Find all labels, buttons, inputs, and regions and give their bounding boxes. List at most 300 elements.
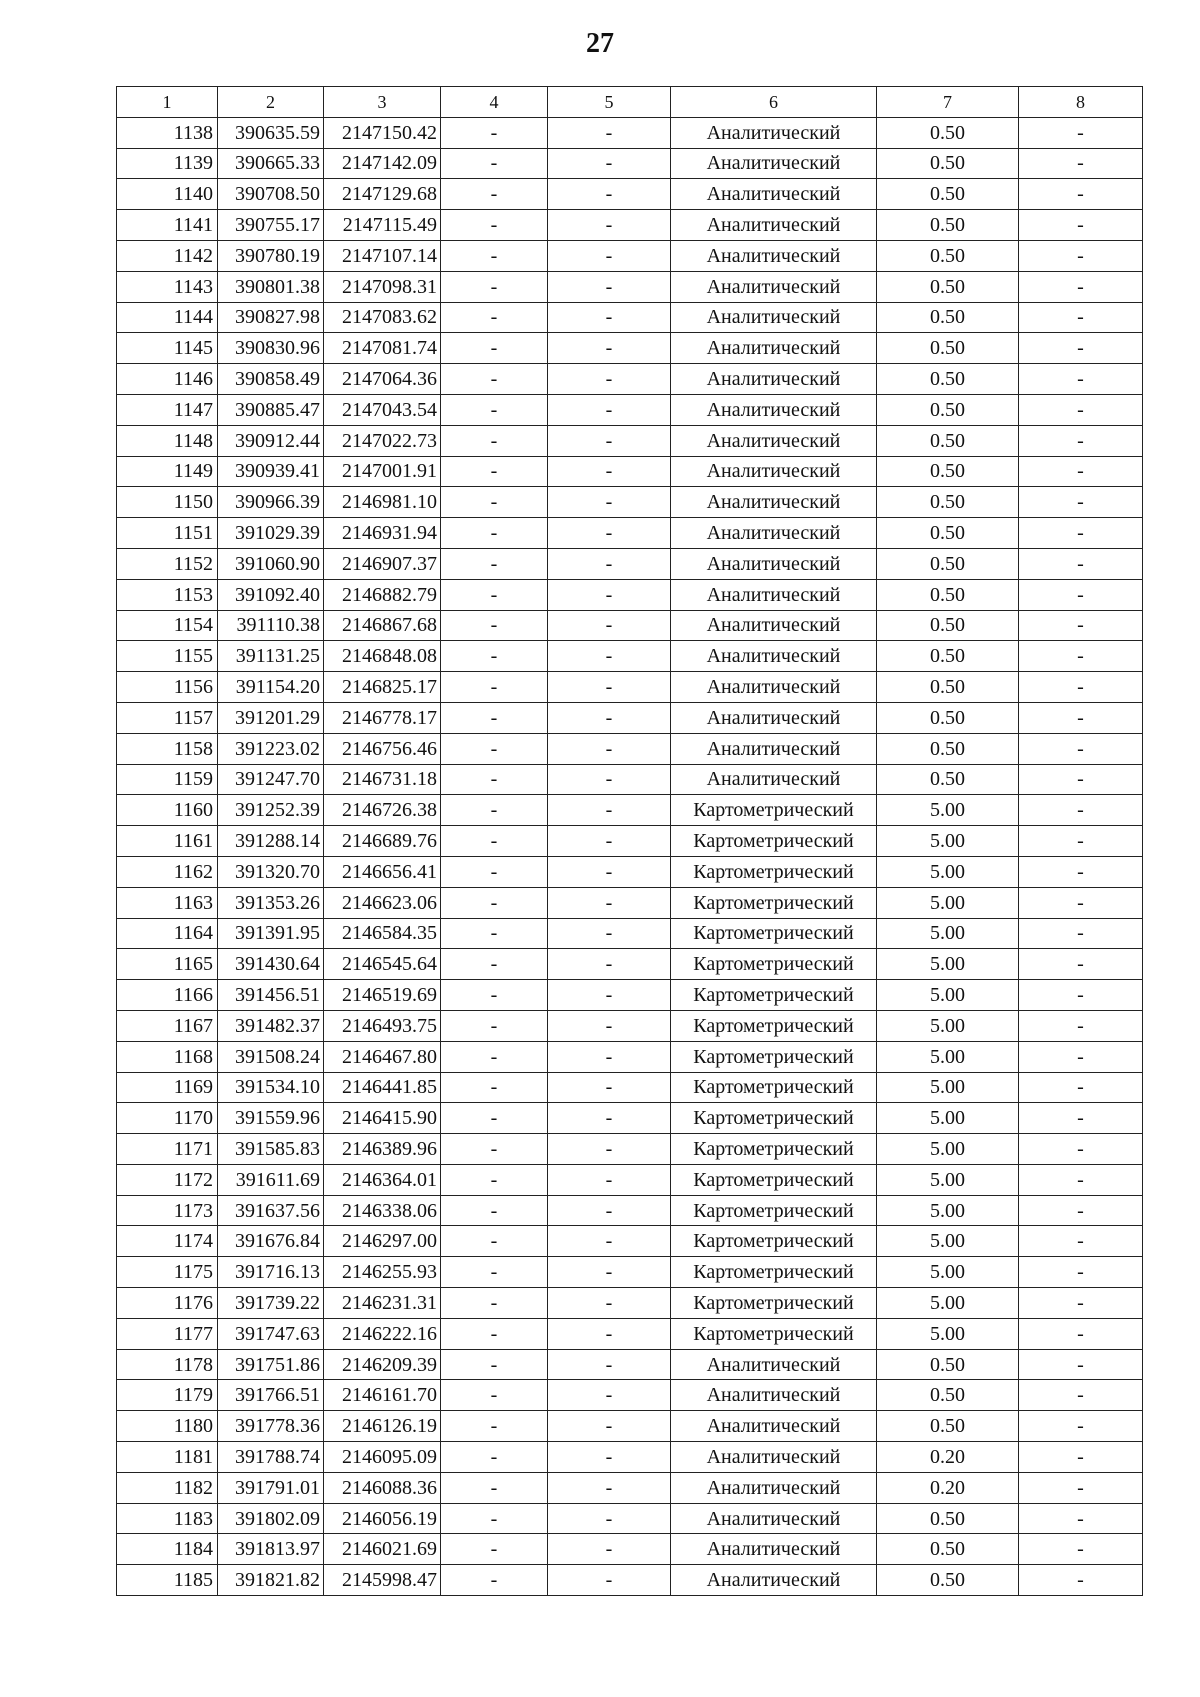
table-cell: Аналитический [671, 179, 877, 210]
table-cell: - [1019, 1041, 1143, 1072]
table-cell: 391813.97 [218, 1534, 324, 1565]
table-cell: 2147129.68 [324, 179, 441, 210]
table-row [117, 148, 1143, 179]
table-cell: Аналитический [671, 733, 877, 764]
table-cell: - [441, 795, 548, 826]
table-cell: Картометрический [671, 1010, 877, 1041]
table-cell: 2146095.09 [324, 1442, 441, 1473]
table-cell: - [1019, 1134, 1143, 1165]
table-cell: - [548, 1318, 671, 1349]
table-cell: - [548, 1288, 671, 1319]
table-cell: - [548, 271, 671, 302]
table-cell: 391060.90 [218, 548, 324, 579]
table-cell: - [441, 610, 548, 641]
table-cell: 0.20 [877, 1442, 1019, 1473]
table-cell: 2147150.42 [324, 117, 441, 148]
table-row [117, 1442, 1143, 1473]
table-cell: - [441, 1472, 548, 1503]
table-cell: 0.50 [877, 1534, 1019, 1565]
table-cell: - [1019, 1534, 1143, 1565]
table-cell: 0.50 [877, 487, 1019, 518]
table-cell: 2147064.36 [324, 364, 441, 395]
table-cell: 0.50 [877, 364, 1019, 395]
table-cell: 391766.51 [218, 1380, 324, 1411]
table-cell: - [441, 856, 548, 887]
table-cell: - [1019, 487, 1143, 518]
table-cell: - [441, 518, 548, 549]
table-row [117, 672, 1143, 703]
table-cell: 1175 [117, 1257, 218, 1288]
table-cell: - [441, 394, 548, 425]
table-cell: - [1019, 764, 1143, 795]
table-row [117, 1565, 1143, 1596]
table-cell: 1165 [117, 949, 218, 980]
table-cell: - [548, 456, 671, 487]
table-cell: 391288.14 [218, 826, 324, 857]
table-cell: 1159 [117, 764, 218, 795]
table-cell: 0.50 [877, 1565, 1019, 1596]
table-row [117, 764, 1143, 795]
table-cell: 1166 [117, 980, 218, 1011]
table-cell: Аналитический [671, 117, 877, 148]
table-cell: Картометрический [671, 856, 877, 887]
table-row [117, 394, 1143, 425]
table-cell: Аналитический [671, 302, 877, 333]
table-cell: Аналитический [671, 702, 877, 733]
table-cell: - [441, 1072, 548, 1103]
column-header: 8 [1019, 87, 1143, 118]
table-cell: - [441, 980, 548, 1011]
table-row [117, 702, 1143, 733]
table-cell: 391320.70 [218, 856, 324, 887]
table-cell: - [1019, 548, 1143, 579]
table-cell: 1179 [117, 1380, 218, 1411]
table-cell: - [1019, 610, 1143, 641]
table-cell: - [1019, 148, 1143, 179]
table-cell: 5.00 [877, 918, 1019, 949]
table-cell: - [441, 672, 548, 703]
table-cell: 391092.40 [218, 579, 324, 610]
table-cell: Аналитический [671, 1503, 877, 1534]
table-cell: - [548, 826, 671, 857]
table-row [117, 548, 1143, 579]
table-cell: - [1019, 980, 1143, 1011]
table-cell: 2147098.31 [324, 271, 441, 302]
table-cell: 1185 [117, 1565, 218, 1596]
table-cell: - [1019, 641, 1143, 672]
table-cell: 1167 [117, 1010, 218, 1041]
table-cell: 2146126.19 [324, 1411, 441, 1442]
table-cell: - [441, 210, 548, 241]
table-cell: 2146981.10 [324, 487, 441, 518]
table-cell: - [441, 702, 548, 733]
table-cell: 2147107.14 [324, 240, 441, 271]
table-cell: 1147 [117, 394, 218, 425]
table-cell: Картометрический [671, 918, 877, 949]
table-cell: 1156 [117, 672, 218, 703]
table-cell: - [441, 1288, 548, 1319]
table-cell: 2145998.47 [324, 1565, 441, 1596]
table-cell: - [548, 702, 671, 733]
table-cell: 390885.47 [218, 394, 324, 425]
table-cell: 390830.96 [218, 333, 324, 364]
table-cell: 1149 [117, 456, 218, 487]
table-cell: Аналитический [671, 1565, 877, 1596]
table-cell: - [548, 764, 671, 795]
table-row [117, 1072, 1143, 1103]
table-cell: 1171 [117, 1134, 218, 1165]
table-cell: 391534.10 [218, 1072, 324, 1103]
table-cell: Аналитический [671, 425, 877, 456]
table-cell: 1184 [117, 1534, 218, 1565]
table-cell: - [548, 1565, 671, 1596]
table-cell: - [1019, 733, 1143, 764]
table-cell: 1157 [117, 702, 218, 733]
table-row [117, 364, 1143, 395]
table-cell: 391821.82 [218, 1565, 324, 1596]
table-cell: - [441, 271, 548, 302]
table-cell: 5.00 [877, 980, 1019, 1011]
table-cell: - [548, 1257, 671, 1288]
table-cell: 1152 [117, 548, 218, 579]
table-cell: - [1019, 1318, 1143, 1349]
table-cell: 1146 [117, 364, 218, 395]
table-cell: Картометрический [671, 1195, 877, 1226]
table-cell: - [1019, 518, 1143, 549]
table-cell: 2147022.73 [324, 425, 441, 456]
table-cell: 391391.95 [218, 918, 324, 949]
table-cell: 0.50 [877, 117, 1019, 148]
table-cell: 2146731.18 [324, 764, 441, 795]
table-cell: - [548, 980, 671, 1011]
table-cell: - [548, 179, 671, 210]
table-cell: 1142 [117, 240, 218, 271]
table-cell: - [1019, 672, 1143, 703]
table-cell: Аналитический [671, 364, 877, 395]
table-cell: Аналитический [671, 456, 877, 487]
table-cell: - [548, 148, 671, 179]
table-cell: - [441, 333, 548, 364]
table-row [117, 887, 1143, 918]
table-cell: 5.00 [877, 1103, 1019, 1134]
table-cell: - [1019, 333, 1143, 364]
table-cell: - [441, 579, 548, 610]
table-cell: - [548, 548, 671, 579]
table-cell: 1141 [117, 210, 218, 241]
table-row [117, 1534, 1143, 1565]
table-cell: - [548, 1472, 671, 1503]
table-cell: 391201.29 [218, 702, 324, 733]
table-cell: - [1019, 179, 1143, 210]
table-cell: - [441, 1380, 548, 1411]
table-cell: 390827.98 [218, 302, 324, 333]
table-cell: 391154.20 [218, 672, 324, 703]
table-cell: - [548, 1164, 671, 1195]
table-cell: 1169 [117, 1072, 218, 1103]
table-cell: 1164 [117, 918, 218, 949]
table-cell: 2147043.54 [324, 394, 441, 425]
table-cell: - [1019, 1411, 1143, 1442]
table-cell: - [441, 949, 548, 980]
table-cell: 1143 [117, 271, 218, 302]
table-cell: Аналитический [671, 1534, 877, 1565]
table-cell: - [548, 210, 671, 241]
table-cell: 0.50 [877, 1411, 1019, 1442]
table-cell: Аналитический [671, 1442, 877, 1473]
table-cell: Аналитический [671, 394, 877, 425]
table-cell: 2146021.69 [324, 1534, 441, 1565]
table-cell: 0.50 [877, 240, 1019, 271]
table-cell: 391788.74 [218, 1442, 324, 1473]
table-cell: Аналитический [671, 487, 877, 518]
table-cell: 1183 [117, 1503, 218, 1534]
table-cell: Картометрический [671, 1072, 877, 1103]
table-cell: - [548, 733, 671, 764]
table-row [117, 302, 1143, 333]
table-cell: 2146231.31 [324, 1288, 441, 1319]
table-cell: - [441, 1503, 548, 1534]
table-cell: 391508.24 [218, 1041, 324, 1072]
table-row [117, 271, 1143, 302]
table-cell: 1153 [117, 579, 218, 610]
table-cell: 2146209.39 [324, 1349, 441, 1380]
table-cell: - [1019, 1164, 1143, 1195]
table-cell: 2146389.96 [324, 1134, 441, 1165]
table-cell: Аналитический [671, 1472, 877, 1503]
table-cell: 5.00 [877, 1072, 1019, 1103]
table-cell: - [1019, 579, 1143, 610]
table-cell: 0.50 [877, 672, 1019, 703]
table-cell: - [548, 918, 671, 949]
table-cell: - [1019, 1288, 1143, 1319]
table-cell: - [548, 641, 671, 672]
table-row [117, 179, 1143, 210]
table-cell: 390665.33 [218, 148, 324, 179]
table-cell: 1177 [117, 1318, 218, 1349]
table-cell: - [1019, 240, 1143, 271]
table-cell: 390635.59 [218, 117, 324, 148]
table-row [117, 1010, 1143, 1041]
column-header: 1 [117, 87, 218, 118]
table-cell: 0.50 [877, 610, 1019, 641]
table-cell: - [1019, 1072, 1143, 1103]
table-cell: - [1019, 1010, 1143, 1041]
table-cell: 1151 [117, 518, 218, 549]
table-cell: 390708.50 [218, 179, 324, 210]
table-row [117, 333, 1143, 364]
table-cell: 0.50 [877, 518, 1019, 549]
column-header: 5 [548, 87, 671, 118]
table-row [117, 1195, 1143, 1226]
table-row [117, 1103, 1143, 1134]
table-row [117, 733, 1143, 764]
table-cell: Аналитический [671, 210, 877, 241]
table-row [117, 980, 1143, 1011]
table-cell: 2146338.06 [324, 1195, 441, 1226]
table-cell: 1173 [117, 1195, 218, 1226]
table-cell: - [548, 856, 671, 887]
table-cell: Аналитический [671, 641, 877, 672]
table-cell: - [1019, 1565, 1143, 1596]
table-cell: 391131.25 [218, 641, 324, 672]
table-cell: 2146867.68 [324, 610, 441, 641]
table-cell: 2146441.85 [324, 1072, 441, 1103]
table-cell: Картометрический [671, 1318, 877, 1349]
table-cell: 1168 [117, 1041, 218, 1072]
table-cell: 1154 [117, 610, 218, 641]
table-cell: 0.50 [877, 210, 1019, 241]
table-cell: Картометрический [671, 1134, 877, 1165]
table-cell: Картометрический [671, 795, 877, 826]
table-cell: 5.00 [877, 887, 1019, 918]
table-row [117, 1318, 1143, 1349]
table-cell: - [441, 1565, 548, 1596]
table-cell: - [441, 641, 548, 672]
table-cell: - [548, 302, 671, 333]
table-cell: 1162 [117, 856, 218, 887]
table-cell: 1140 [117, 179, 218, 210]
table-cell: 391482.37 [218, 1010, 324, 1041]
table-cell: 1139 [117, 148, 218, 179]
table-cell: - [441, 179, 548, 210]
table-cell: 0.20 [877, 1472, 1019, 1503]
table-cell: 2147001.91 [324, 456, 441, 487]
table-cell: Аналитический [671, 1380, 877, 1411]
table-cell: - [441, 764, 548, 795]
table-cell: Аналитический [671, 548, 877, 579]
table-cell: 391637.56 [218, 1195, 324, 1226]
table-cell: Картометрический [671, 887, 877, 918]
table-cell: 2146222.16 [324, 1318, 441, 1349]
table-cell: Аналитический [671, 610, 877, 641]
table-cell: - [548, 672, 671, 703]
table-cell: 2146088.36 [324, 1472, 441, 1503]
table-cell: 391247.70 [218, 764, 324, 795]
table-row [117, 210, 1143, 241]
table-cell: - [441, 117, 548, 148]
column-header: 2 [218, 87, 324, 118]
table-cell: 0.50 [877, 271, 1019, 302]
table-cell: 2146161.70 [324, 1380, 441, 1411]
table-cell: Аналитический [671, 672, 877, 703]
table-row [117, 487, 1143, 518]
table-cell: 391585.83 [218, 1134, 324, 1165]
table-cell: 2146931.94 [324, 518, 441, 549]
table-cell: - [441, 1010, 548, 1041]
table-cell: 5.00 [877, 949, 1019, 980]
table-cell: 390966.39 [218, 487, 324, 518]
table-cell: - [1019, 702, 1143, 733]
table-cell: 2146056.19 [324, 1503, 441, 1534]
table-cell: 0.50 [877, 333, 1019, 364]
table-cell: 0.50 [877, 1380, 1019, 1411]
table-cell: Аналитический [671, 240, 877, 271]
table-row [117, 918, 1143, 949]
table-cell: - [441, 487, 548, 518]
table-cell: 5.00 [877, 1041, 1019, 1072]
table-row [117, 1349, 1143, 1380]
table-cell: 391252.39 [218, 795, 324, 826]
table-cell: - [548, 1349, 671, 1380]
table-cell: 0.50 [877, 702, 1019, 733]
table-cell: - [441, 1534, 548, 1565]
table-cell: 1150 [117, 487, 218, 518]
column-header: 4 [441, 87, 548, 118]
table-cell: - [1019, 1257, 1143, 1288]
table-cell: - [441, 826, 548, 857]
table-cell: - [1019, 949, 1143, 980]
table-cell: - [1019, 271, 1143, 302]
table-cell: - [548, 1134, 671, 1165]
table-cell: 1161 [117, 826, 218, 857]
table-cell: 2146493.75 [324, 1010, 441, 1041]
table-cell: 0.50 [877, 1503, 1019, 1534]
table-cell: - [548, 1411, 671, 1442]
table-cell: 2146689.76 [324, 826, 441, 857]
table-cell: 0.50 [877, 641, 1019, 672]
table-row [117, 518, 1143, 549]
table-cell: 391778.36 [218, 1411, 324, 1442]
table-cell: 2146519.69 [324, 980, 441, 1011]
table-cell: - [1019, 1349, 1143, 1380]
table-cell: Картометрический [671, 980, 877, 1011]
table-row [117, 579, 1143, 610]
table-cell: 0.50 [877, 148, 1019, 179]
table-cell: 2146848.08 [324, 641, 441, 672]
table-cell: 1155 [117, 641, 218, 672]
table-row [117, 1472, 1143, 1503]
table-cell: - [548, 333, 671, 364]
table-cell: Аналитический [671, 1411, 877, 1442]
table-cell: 391716.13 [218, 1257, 324, 1288]
table-cell: - [548, 949, 671, 980]
table-cell: 1182 [117, 1472, 218, 1503]
table-cell: - [1019, 1442, 1143, 1473]
table-cell: 2146545.64 [324, 949, 441, 980]
table-row [117, 1411, 1143, 1442]
table-cell: 0.50 [877, 179, 1019, 210]
table-cell: Картометрический [671, 949, 877, 980]
table-cell: 2146255.93 [324, 1257, 441, 1288]
table-cell: Аналитический [671, 271, 877, 302]
table-cell: Картометрический [671, 1103, 877, 1134]
table-cell: 2146623.06 [324, 887, 441, 918]
table-cell: 390755.17 [218, 210, 324, 241]
table-cell: - [548, 1195, 671, 1226]
table-cell: Картометрический [671, 1288, 877, 1319]
table-cell: - [441, 1195, 548, 1226]
table-cell: - [441, 1349, 548, 1380]
table-cell: 2146907.37 [324, 548, 441, 579]
table-cell: - [548, 425, 671, 456]
table-cell: - [1019, 364, 1143, 395]
table-cell: - [548, 795, 671, 826]
table-cell: Аналитический [671, 764, 877, 795]
table-cell: - [548, 1380, 671, 1411]
table-cell: 1163 [117, 887, 218, 918]
table-cell: 5.00 [877, 826, 1019, 857]
table-row [117, 425, 1143, 456]
table-cell: - [441, 1164, 548, 1195]
table-cell: 0.50 [877, 302, 1019, 333]
table-cell: 0.50 [877, 548, 1019, 579]
table-cell: 2147115.49 [324, 210, 441, 241]
table-cell: - [1019, 1503, 1143, 1534]
table-cell: Аналитический [671, 518, 877, 549]
table-cell: Аналитический [671, 1349, 877, 1380]
table-cell: 391676.84 [218, 1226, 324, 1257]
table-cell: - [548, 1442, 671, 1473]
